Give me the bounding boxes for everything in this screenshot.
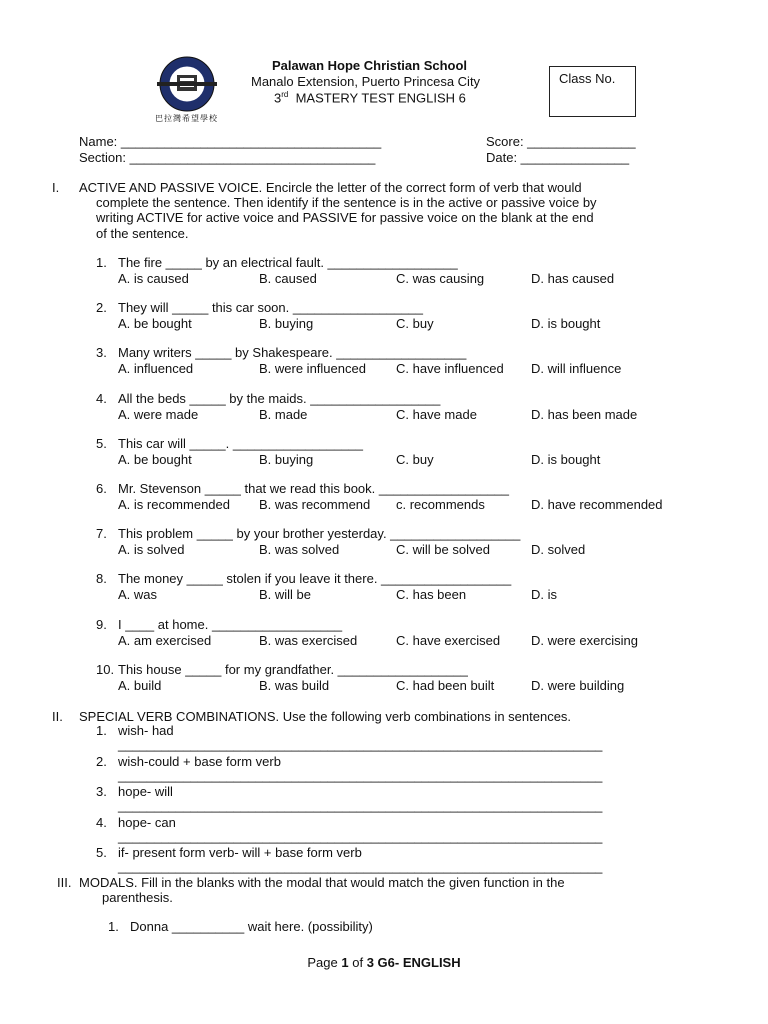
option-b[interactable]: B. was build <box>259 678 330 693</box>
question-number: 4. <box>96 391 107 406</box>
option-b[interactable]: B. made <box>259 407 308 422</box>
test-title-text: MASTERY TEST ENGLISH 6 <box>295 90 466 106</box>
question-text: Mr. Stevenson _____ that we read this book. __________________ <box>118 481 510 496</box>
modal-item-number: 1. <box>108 919 119 934</box>
option-b[interactable]: B. was solved <box>259 542 340 557</box>
option-a[interactable]: A. influenced <box>118 361 194 376</box>
option-d[interactable]: D. has caused <box>531 271 615 286</box>
question-number: 2. <box>96 300 107 315</box>
question-text: They will _____ this car soon. __________________ <box>118 300 424 315</box>
section3-instructions-line2: parenthesis. <box>102 890 173 905</box>
test-number: 3 <box>274 90 282 106</box>
option-c[interactable]: C. has been <box>396 587 467 602</box>
option-a[interactable]: A. be bought <box>118 316 192 331</box>
option-b[interactable]: B. was exercised <box>259 633 358 648</box>
question-number: 7. <box>96 526 107 541</box>
answer-line[interactable]: ___________________________________________________________________ <box>118 859 603 874</box>
question-text: This problem _____ by your brother yesterday. __________________ <box>118 526 521 541</box>
question-number: 1. <box>96 255 107 270</box>
footer-of-word: of <box>352 955 364 970</box>
footer-page-number: 1 <box>341 955 349 970</box>
question-text: All the beds _____ by the maids. __________________ <box>118 391 441 406</box>
score-field: Score: _______________ <box>486 134 636 149</box>
verb-item-number: 1. <box>96 723 107 738</box>
section1-instructions-line3: writing ACTIVE for active voice and PASSIVE for passive voice on the blank at the end <box>96 210 594 225</box>
question-number: 6. <box>96 481 107 496</box>
class-number-box <box>549 66 636 117</box>
option-d[interactable]: D. solved <box>531 542 586 557</box>
option-a[interactable]: A. is solved <box>118 542 185 557</box>
option-b[interactable]: B. were influenced <box>259 361 366 376</box>
footer-course: G6- ENGLISH <box>377 955 461 970</box>
option-a[interactable]: A. am exercised <box>118 633 212 648</box>
option-c[interactable]: C. have made <box>396 407 477 422</box>
verb-item-text: hope- can <box>118 815 176 830</box>
school-logo <box>147 55 227 123</box>
option-c[interactable]: C. have influenced <box>396 361 504 376</box>
school-address: Manalo Extension, Puerto Princesa City <box>251 74 481 89</box>
section3-instructions-line1: MODALS. Fill in the blanks with the modal that would match the given function in the <box>79 875 565 890</box>
answer-line[interactable]: ___________________________________________________________________ <box>118 829 603 844</box>
question-text: This house _____ for my grandfather. __________________ <box>118 662 468 677</box>
class-number-label: Class No. <box>559 71 616 86</box>
question-number: 5. <box>96 436 107 451</box>
question-text: Many writers _____ by Shakespeare. __________________ <box>118 345 467 360</box>
name-field: Name: ____________________________________ <box>79 134 382 149</box>
question-text: The money _____ stolen if you leave it there. __________________ <box>118 571 512 586</box>
verb-item-number: 5. <box>96 845 107 860</box>
option-a[interactable]: A. build <box>118 678 162 693</box>
option-c[interactable]: c. recommends <box>396 497 485 512</box>
option-d[interactable]: D. is bought <box>531 452 601 467</box>
question-number: 9. <box>96 617 107 632</box>
question-text: I ____ at home. __________________ <box>118 617 343 632</box>
option-a[interactable]: A. was <box>118 587 158 602</box>
test-number-suffix: rd <box>281 90 289 99</box>
test-title <box>274 90 466 105</box>
option-c[interactable]: C. had been built <box>396 678 495 693</box>
option-c[interactable]: C. buy <box>396 316 434 331</box>
question-number: 8. <box>96 571 107 586</box>
page-footer <box>0 955 768 970</box>
section-field: Section: __________________________________ <box>79 150 376 165</box>
option-d[interactable]: D. has been made <box>531 407 638 422</box>
option-b[interactable]: B. was recommend <box>259 497 371 512</box>
option-c[interactable]: C. have exercised <box>396 633 501 648</box>
option-b[interactable]: B. buying <box>259 316 314 331</box>
date-field: Date: _______________ <box>486 150 630 165</box>
logo-caption: 巴拉灣希望學校 <box>155 114 218 123</box>
option-a[interactable]: A. were made <box>118 407 199 422</box>
option-d[interactable]: D. were building <box>531 678 625 693</box>
question-number: 3. <box>96 345 107 360</box>
section1-instructions-line4: of the sentence. <box>96 226 189 241</box>
question-text: This car will _____. __________________ <box>118 436 364 451</box>
verb-item-text: if- present form verb- will + base form verb <box>118 845 362 860</box>
verb-item-number: 2. <box>96 754 107 769</box>
option-b[interactable]: B. will be <box>259 587 312 602</box>
option-a[interactable]: A. be bought <box>118 452 192 467</box>
verb-item-number: 3. <box>96 784 107 799</box>
school-name: Palawan Hope Christian School <box>272 58 468 73</box>
section2-numeral: II. <box>52 709 63 724</box>
section3-numeral: III. <box>57 875 72 890</box>
answer-line[interactable]: ___________________________________________________________________ <box>118 798 603 813</box>
option-d[interactable]: D. is <box>531 587 557 602</box>
question-text: The fire _____ by an electrical fault. __________________ <box>118 255 458 270</box>
option-d[interactable]: D. were exercising <box>531 633 638 648</box>
verb-item-text: hope- will <box>118 784 173 799</box>
question-number: 10. <box>96 662 115 677</box>
section2-instructions: SPECIAL VERB COMBINATIONS. Use the following verb combinations in sentences. <box>79 709 572 724</box>
modal-item-text: Donna __________ wait here. (possibility) <box>130 919 373 934</box>
verb-item-number: 4. <box>96 815 107 830</box>
option-b[interactable]: B. caused <box>259 271 317 286</box>
verb-item-text: wish-could + base form verb <box>118 754 281 769</box>
option-c[interactable]: C. was causing <box>396 271 485 286</box>
option-d[interactable]: D. is bought <box>531 316 601 331</box>
option-c[interactable]: C. will be solved <box>396 542 490 557</box>
section1-instructions-line2: complete the sentence. Then identify if the sentence is in the active or passive voice by <box>96 195 597 210</box>
option-d[interactable]: D. will influence <box>531 361 622 376</box>
option-b[interactable]: B. buying <box>259 452 314 467</box>
answer-line[interactable]: ___________________________________________________________________ <box>118 737 603 752</box>
answer-line[interactable]: ___________________________________________________________________ <box>118 768 603 783</box>
verb-item-text: wish- had <box>118 723 174 738</box>
section1-numeral: I. <box>52 180 60 195</box>
option-c[interactable]: C. buy <box>396 452 434 467</box>
option-d[interactable]: D. have recommended <box>531 497 663 512</box>
section1-instructions-line1: ACTIVE AND PASSIVE VOICE. Encircle the letter of the correct form of verb that would <box>79 180 582 195</box>
option-a[interactable]: A. is caused <box>118 271 189 286</box>
footer-total-pages: 3 <box>366 955 374 970</box>
footer-page-word: Page <box>307 955 338 970</box>
option-a[interactable]: A. is recommended <box>118 497 230 512</box>
